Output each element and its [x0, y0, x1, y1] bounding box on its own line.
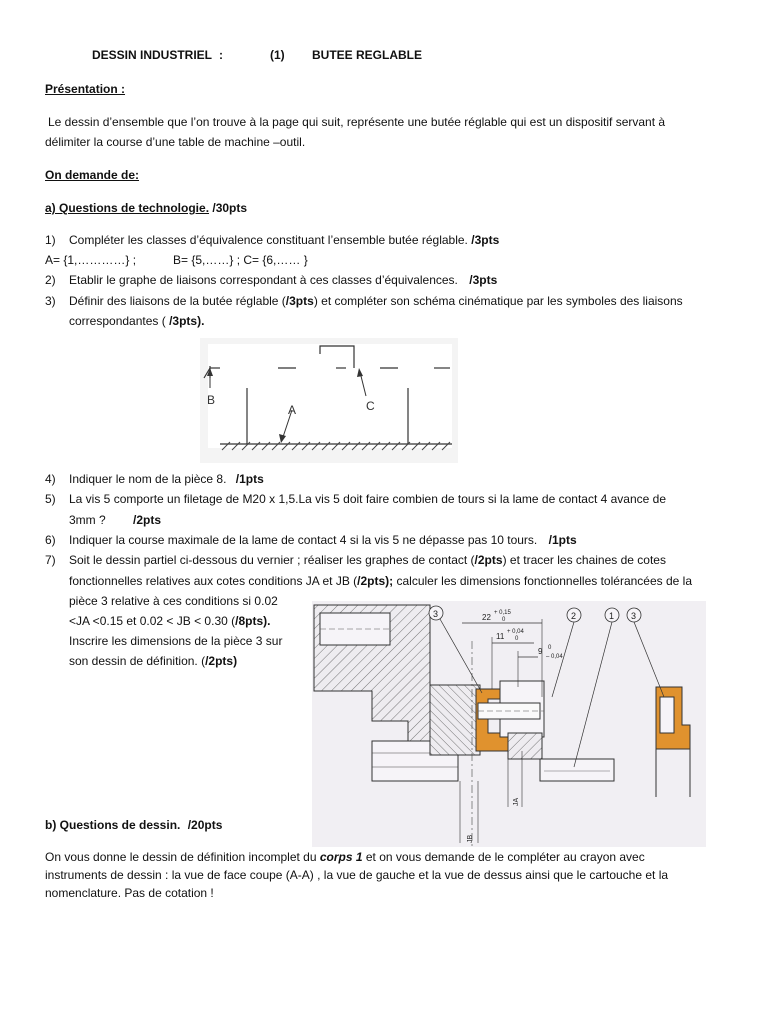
q7-line-4	[69, 614, 270, 628]
section-b-line-1-a: On vous donne le dessin de définition incomplet du	[45, 850, 320, 864]
presentation-heading: Présentation :	[45, 82, 126, 96]
q7-line-3: pièce 3 relative à ces conditions si 0.02	[69, 594, 278, 608]
callout-3-left: 3	[433, 609, 439, 619]
q5-points: /2pts	[133, 513, 162, 527]
q2-number: 2)	[45, 273, 56, 287]
q7-line-2-a: fonctionnelles relatives aux cotes conditions JA et JB (	[69, 574, 358, 588]
q3-points-1: /3pts	[285, 294, 314, 308]
section-b-corps: corps 1	[319, 850, 363, 864]
q6-number: 6)	[45, 533, 56, 547]
q3-line-2	[69, 314, 204, 328]
callout-1: 1	[609, 611, 615, 621]
schema-label-b: B	[207, 393, 216, 407]
q7-line-4-a: <JA <0.15 et 0.02 < JB < 0.30 (	[69, 614, 236, 628]
q1-text-body: Compléter les classes d’équivalence constituant l’ensemble butée réglable.	[69, 233, 468, 247]
section-b-points: /20pts	[187, 818, 223, 832]
q6-text-body: Indiquer la course maximale de la lame de contact 4 si la vis 5 ne dépasse pas 10 tours.	[69, 533, 538, 547]
class-a: A= {1,…………} ;	[45, 253, 137, 267]
q7-number: 7)	[45, 553, 56, 567]
doc-title: DESSIN INDUSTRIEL	[92, 48, 213, 62]
label-jb: JB	[467, 834, 474, 843]
q3-line-1-b: ) et compléter son schéma cinématique par les symboles des liaisons	[313, 294, 683, 308]
q4-text	[69, 472, 264, 486]
section-b-line-3: nomenclature. Pas de cotation !	[45, 886, 214, 900]
q1-points: /3pts	[471, 233, 500, 247]
q7-line-1-b: ) et tracer les chaines de cotes	[502, 553, 666, 567]
exercise-subject: BUTEE REGLABLE	[312, 48, 423, 62]
presentation-line-2: délimiter la course d’une table de machine –outil.	[45, 135, 306, 149]
q5-number: 5)	[45, 492, 56, 506]
q4-number: 4)	[45, 472, 56, 486]
section-b-heading	[45, 818, 222, 832]
label-ja: JA	[513, 797, 520, 806]
tol-9-upper: 0	[548, 645, 552, 651]
q4-text-body: Indiquer le nom de la pièce 8.	[69, 472, 227, 486]
q1-text	[69, 233, 499, 247]
on-demande-heading: On demande de:	[45, 168, 140, 182]
section-a-title: a) Questions de technologie.	[45, 201, 210, 215]
exercise-number: (1)	[270, 48, 285, 62]
q2-points: /3pts	[469, 273, 498, 287]
q3-line-1	[69, 294, 683, 308]
q5-line-2-body: 3mm ?	[69, 513, 106, 527]
q7-line-1-a: Soit le dessin partiel ci-dessous du vernier ; réaliser les graphes de contact (	[69, 553, 475, 567]
tol-11-lower: 0	[515, 636, 519, 642]
q7-points-4: /8pts).	[235, 614, 271, 628]
schema-label-a: A	[288, 403, 297, 417]
q3-points-2: /3pts).	[169, 314, 205, 328]
section-b-line-1-b: et on vous demande de le compléter au crayon avec	[362, 850, 645, 864]
q5-line-1: La vis 5 comporte un filetage de M20 x 1,5.La vis 5 doit faire combien de tours si la lame de contact 4 avance de	[69, 492, 667, 506]
title-colon: :	[219, 48, 223, 62]
section-b-title: b) Questions de dessin.	[45, 818, 181, 832]
q6-points: /1pts	[548, 533, 577, 547]
tol-11-upper: + 0,04	[507, 629, 524, 635]
q7-line-5: Inscrire les dimensions de la pièce 3 sur	[69, 634, 283, 648]
q7-points-1: /2pts	[474, 553, 503, 567]
section-b-line-2: instruments de dessin : la vue de face coupe (A-A) , la vue de gauche et la vue de dessus ainsi que le cartouche et la	[45, 868, 669, 882]
dim-11: 11	[496, 632, 505, 641]
schema-label-c: C	[366, 399, 375, 413]
callout-3-right: 3	[631, 611, 637, 621]
q7-line-2	[69, 574, 692, 588]
dim-22: 22	[482, 613, 491, 622]
q4-points: /1pts	[235, 472, 264, 486]
q7-line-2-b: calculer les dimensions fonctionnelles tolérancées de la	[393, 574, 692, 588]
q1-number: 1)	[45, 233, 56, 247]
section-b-line-1	[45, 850, 645, 864]
q3-number: 3)	[45, 294, 56, 308]
q2-text	[69, 273, 497, 287]
q7-points-2: /2pts);	[357, 574, 394, 588]
kinematic-schema	[200, 338, 458, 463]
tol-22-upper: + 0,15	[494, 610, 511, 616]
q7-line-6-a: son dessin de définition. (	[69, 654, 206, 668]
q5-line-2	[69, 513, 161, 527]
section-a-heading	[45, 201, 247, 215]
vernier-drawing	[312, 601, 706, 847]
tol-22-lower: 0	[502, 617, 506, 623]
q7-line-1	[69, 553, 666, 567]
q7-line-6	[69, 654, 237, 668]
class-b-c: B= {5,……} ; C= {6,…… }	[173, 253, 308, 267]
q7-points-6: /2pts)	[205, 654, 238, 668]
tol-9-lower: – 0,04	[546, 654, 563, 660]
q3-line-2-a: correspondantes (	[69, 314, 170, 328]
q2-text-body: Etablir le graphe de liaisons correspondant à ces classes d’équivalences.	[69, 273, 458, 287]
presentation-line-1: Le dessin d’ensemble que l’on trouve à la page qui suit, représente une butée réglable qui est un dispositif servant à	[48, 115, 666, 129]
callout-2: 2	[571, 611, 577, 621]
dim-9: 9	[538, 647, 543, 656]
q6-text	[69, 533, 577, 547]
q3-line-1-a: Définir des liaisons de la butée réglable (	[69, 294, 286, 308]
section-a-points: /30pts	[212, 201, 248, 215]
